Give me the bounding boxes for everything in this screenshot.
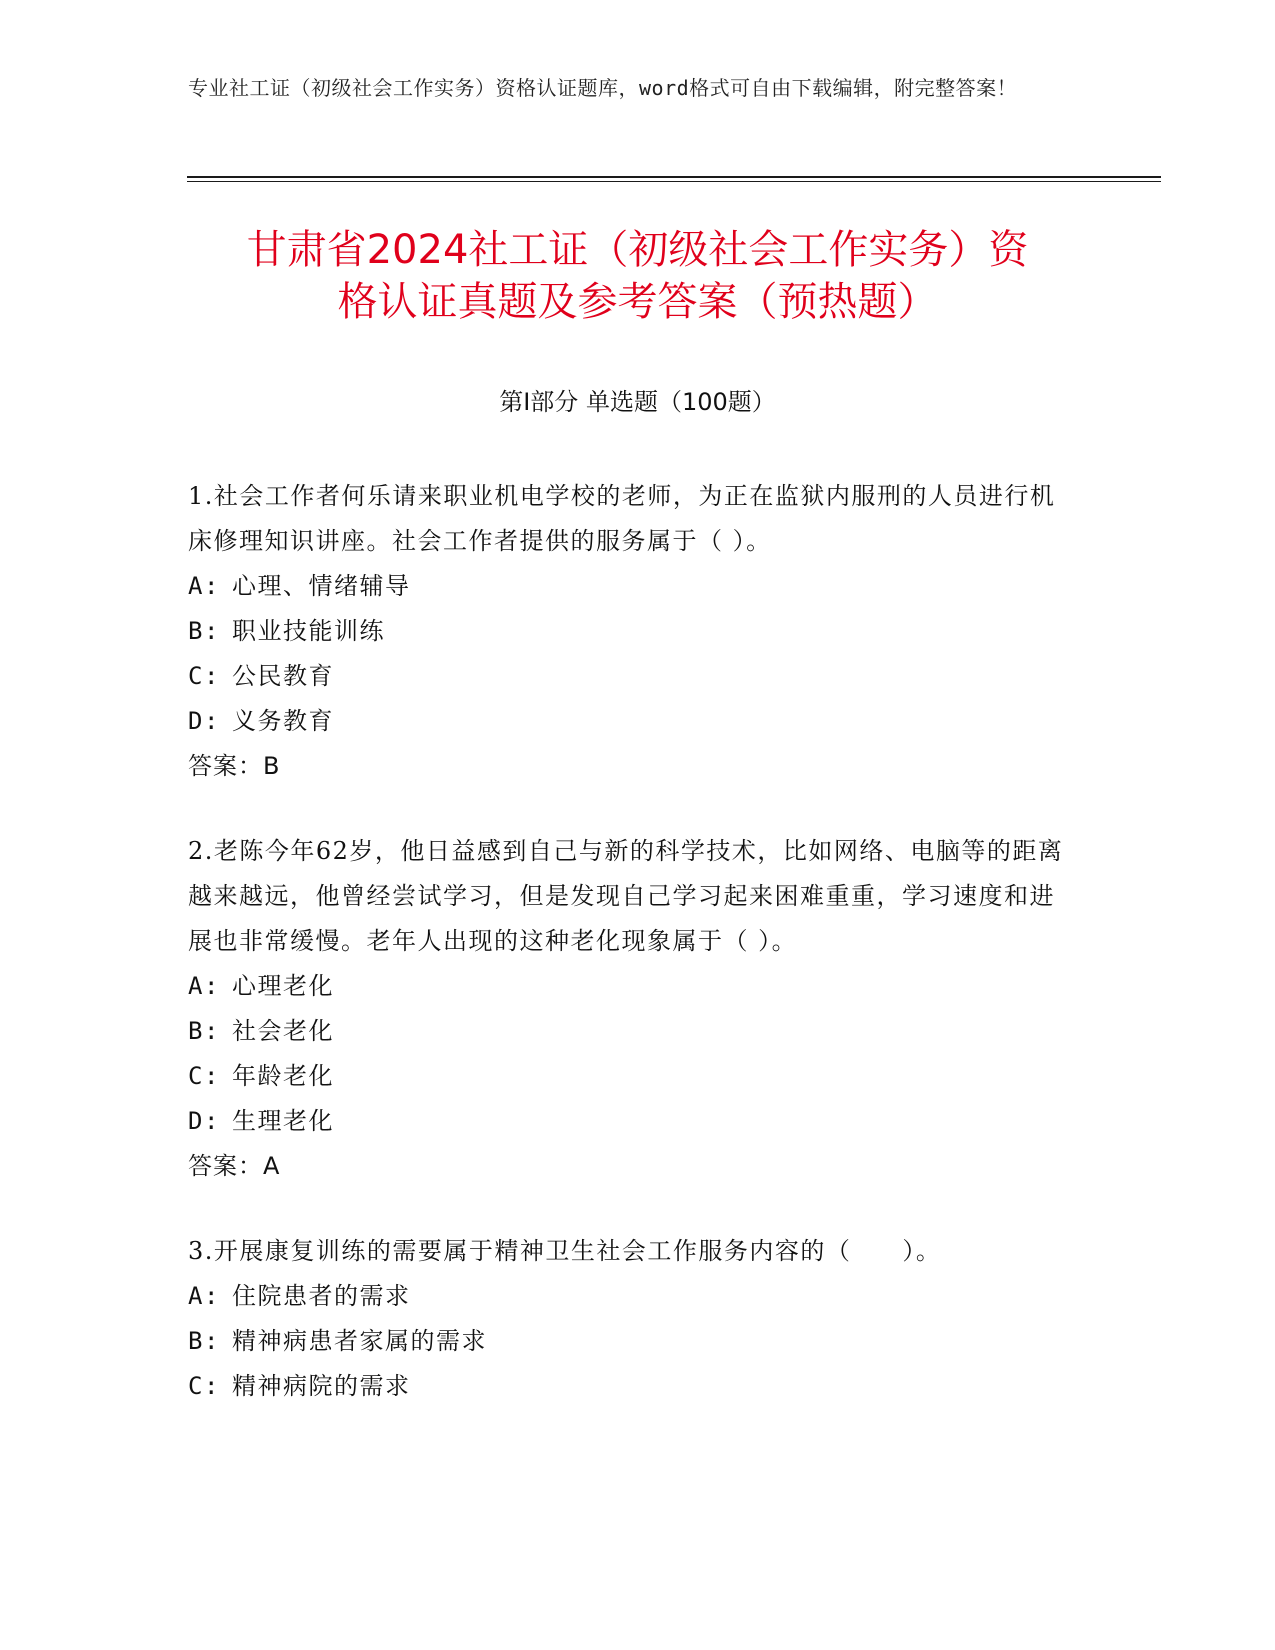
option-text: 精神病患者家属的需求 (232, 1327, 487, 1355)
option-text: 义务教育 (232, 707, 334, 735)
question-2 (188, 829, 1068, 1189)
option-letter: B: (188, 617, 220, 645)
option-a (188, 1274, 1068, 1319)
option-letter: C: (188, 662, 220, 690)
option-b (188, 1319, 1068, 1364)
option-c (188, 1364, 1068, 1409)
option-text: 心理老化 (232, 972, 334, 1000)
answer-label: 答案：B (188, 752, 281, 780)
section-title: 第Ⅰ部分 单选题（100题） (499, 388, 776, 416)
option-text: 精神病院的需求 (232, 1372, 411, 1400)
header-divider (187, 176, 1161, 178)
option-a (188, 964, 1068, 1009)
document-title-line-2: 格认证真题及参考答案（预热题） (337, 279, 938, 325)
option-text: 社会老化 (232, 1017, 334, 1045)
option-letter: A: (188, 972, 220, 1000)
option-text: 心理、情绪辅导 (232, 572, 411, 600)
option-letter: D: (188, 707, 220, 735)
answer-label: 答案：A (188, 1152, 281, 1180)
option-text: 年龄老化 (232, 1062, 334, 1090)
question-text: 2.老陈今年62岁，他日益感到自己与新的科学技术，比如网络、电脑等的距离越来越远，他曾经尝试学习，但是发现自己学习起来困难重重，学习速度和进展也非常缓慢。老年人出现的这种老化现象属于（ ）。 (188, 837, 1064, 955)
option-letter: D: (188, 1107, 220, 1135)
option-a (188, 564, 1068, 609)
document-title-line-1: 甘肃省2024社工证（初级社会工作实务）资 (246, 227, 1029, 273)
question-3 (188, 1229, 1068, 1409)
question-1 (188, 474, 1068, 789)
option-b (188, 609, 1068, 654)
option-letter: C: (188, 1372, 220, 1400)
option-letter: A: (188, 1282, 220, 1310)
option-b (188, 1009, 1068, 1054)
option-letter: C: (188, 1062, 220, 1090)
option-c (188, 1054, 1068, 1099)
document-title (160, 224, 1115, 328)
option-letter: B: (188, 1327, 220, 1355)
question-text: 1.社会工作者何乐请来职业机电学校的老师，为正在监狱内服刑的人员进行机床修理知识讲座。社会工作者提供的服务属于（ ）。 (188, 482, 1056, 555)
option-letter: B: (188, 1017, 220, 1045)
option-letter: A: (188, 572, 220, 600)
option-d (188, 1099, 1068, 1144)
header-divider-thin (187, 181, 1161, 182)
header-note: 专业社工证（初级社会工作实务）资格认证题库，word格式可自由下载编辑，附完整答案！ (188, 76, 1018, 100)
option-text: 生理老化 (232, 1107, 334, 1135)
option-text: 公民教育 (232, 662, 334, 690)
question-list (188, 474, 1068, 1449)
option-text: 职业技能训练 (232, 617, 385, 645)
option-c (188, 654, 1068, 699)
option-text: 住院患者的需求 (232, 1282, 411, 1310)
question-text: 3.开展康复训练的需要属于精神卫生社会工作服务内容的（ ）。 (188, 1237, 942, 1265)
option-d (188, 699, 1068, 744)
